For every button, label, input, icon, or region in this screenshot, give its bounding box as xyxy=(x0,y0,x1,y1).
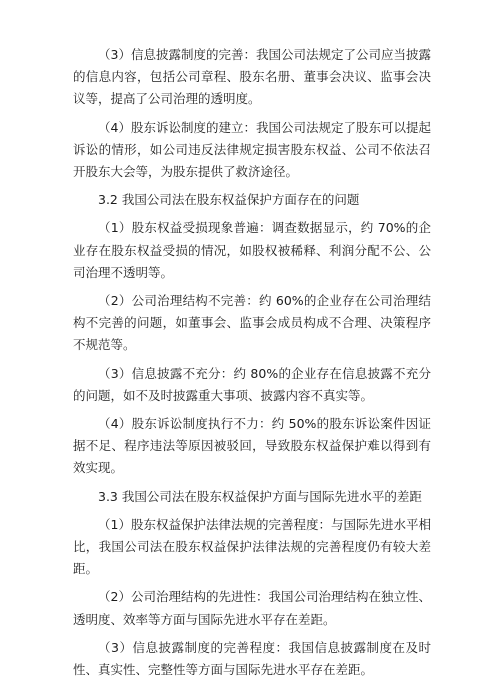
section-heading-3-3: 3.3 我国公司法在股东权益保护方面与国际先进水平的差距 xyxy=(98,488,422,504)
paragraph-3-3-item-1: （1）股东权益保护法律法规的完善程度：与国际先进水平相比，我国公司法在股东权益保护法律法规的完善程度仍有较大差距。 xyxy=(73,516,431,577)
section-heading-3-2: 3.2 我国公司法在股东权益保护方面存在的问题 xyxy=(98,192,360,208)
paragraph-3-2-item-4: （4）股东诉讼制度执行不力：约 50%的股东诉讼案件因证据不足、程序违法等原因被驳回，导致股东权益保护难以得到有效实现。 xyxy=(73,416,431,476)
paragraph-3-2-item-3: （3）信息披露不充分：约 80%的企业存在信息披露不充分的问题，如不及时披露重大事项、披露内容不真实等。 xyxy=(73,365,431,403)
paragraph-3-2-item-1: （1）股东权益受损现象普遍：调查数据显示，约 70%的企业存在股东权益受损的情况，如股权被稀释、利润分配不公、公司治理不透明等。 xyxy=(73,220,431,280)
paragraph-3-1-item-4: （4）股东诉讼制度的建立：我国公司法规定了股东可以提起诉讼的情形，如公司违反法律规定损害股东权益、公司不依法召开股东大会等，为股东提供了救济途径。 xyxy=(73,119,431,180)
paragraph-3-3-item-3: （3）信息披露制度的完善程度：我国信息披露制度在及时性、真实性、完整性等方面与国际先进水平存在差距。 xyxy=(73,639,431,678)
document-body xyxy=(73,44,431,687)
paragraph-3-1-item-3: （3）信息披露制度的完善：我国公司法规定了公司应当披露的信息内容，包括公司章程、股东名册、董事会决议、监事会决议等，提高了公司治理的透明度。 xyxy=(73,47,431,107)
paragraph-3-3-item-2: （2）公司治理结构的先进性：我国公司治理结构在独立性、透明度、效率等方面与国际先进水平存在差距。 xyxy=(73,589,431,627)
paragraph-3-2-item-2: （2）公司治理结构不完善：约 60%的企业存在公司治理结构不完善的问题，如董事会、监事会成员构成不合理、决策程序不规范等。 xyxy=(73,293,431,353)
